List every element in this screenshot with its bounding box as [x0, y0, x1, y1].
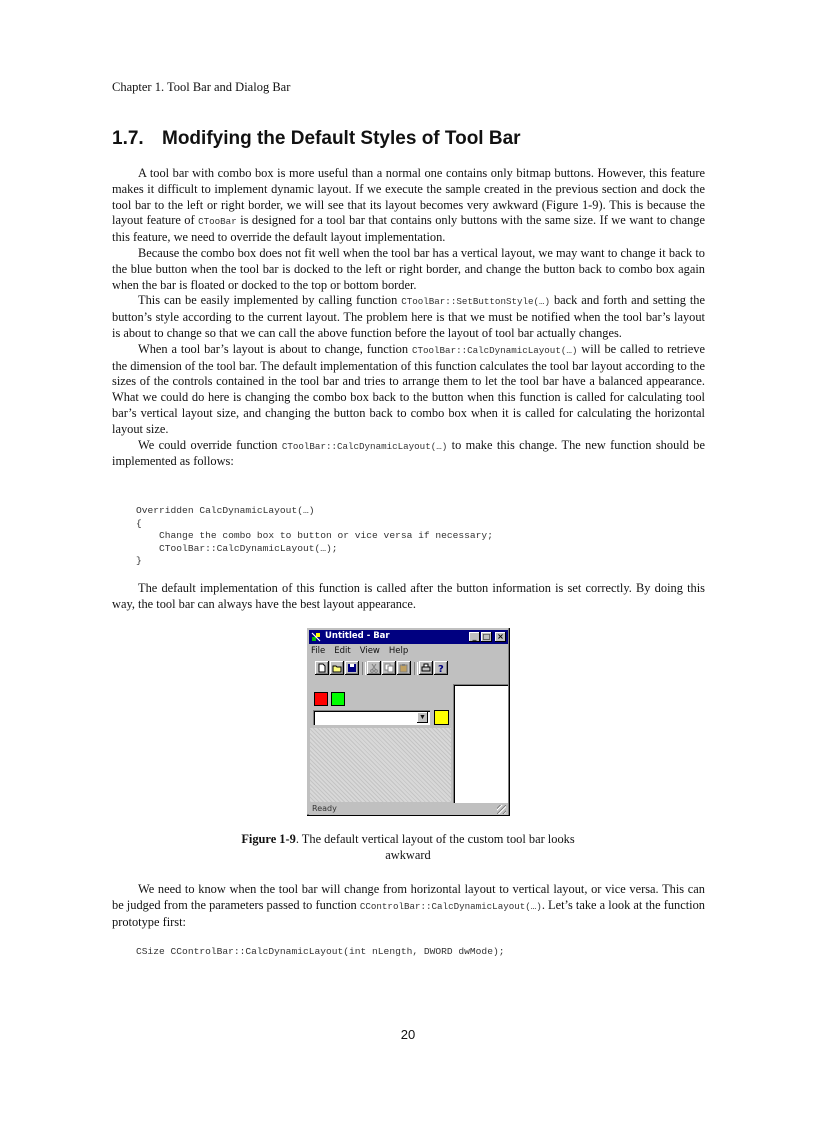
section-title: Modifying the Default Styles of Tool Bar — [162, 128, 521, 149]
figure-caption — [236, 832, 580, 863]
page-header: Chapter 1. Tool Bar and Dialog Bar — [112, 80, 291, 94]
standard-toolbar — [311, 661, 507, 677]
inline-code: CToolBar::SetButtonStyle(…) — [401, 296, 551, 308]
status-bar — [309, 803, 508, 815]
docking-area — [310, 682, 451, 802]
new-file-icon — [317, 663, 327, 673]
paragraph-5: We could override function CToolBar::CalcDynamicLayout(…) to make this change. The new function should be implemented as follows: — [112, 437, 705, 469]
figure-label: Figure 1-9 — [241, 832, 296, 846]
window-titlebar — [309, 630, 508, 644]
figure-caption-text: . The default vertical layout of the custom tool bar looks awkward — [295, 832, 575, 862]
figure-window — [306, 627, 511, 817]
printer-icon — [421, 663, 431, 673]
menu-edit[interactable]: Edit — [334, 646, 351, 656]
chevron-down-icon[interactable]: ▼ — [417, 712, 428, 723]
help-icon — [436, 663, 446, 673]
menu-file[interactable]: File — [311, 646, 326, 656]
open-button[interactable] — [330, 661, 344, 675]
menu-view[interactable]: View — [359, 646, 380, 656]
green-button[interactable] — [331, 692, 345, 706]
body-text — [112, 166, 705, 470]
paragraph-2: Because the combo box does not fit well when the tool bar has a vertical layout, we may want to change it back to the blue button when the tool bar is docked to the left or right border, and change the button back to combo box again when the bar is floated or docked to the top or bottom border. — [112, 245, 705, 292]
new-file-button[interactable] — [315, 661, 329, 675]
print-button[interactable] — [419, 661, 433, 675]
help-button[interactable] — [434, 661, 448, 675]
inline-code: CControlBar::CalcDynamicLayout(…) — [359, 900, 542, 912]
paragraph-1: A tool bar with combo box is more useful than a normal one contains only bitmap buttons. However, this feature makes it difficult to implement dynamic layout. If we execute the sample created in the previous section and dock the tool bar to the left or right border, we will see that its layout becomes very awkward (Figure 1-9). This is because the layout feature of CTooBar is designed for a tool bar that contains only buttons with the same size. If we want to change this feature, we need to override the default layout implementation. — [112, 166, 705, 245]
paste-button[interactable] — [397, 661, 411, 675]
combo-box[interactable] — [313, 710, 430, 725]
inline-code: CToolBar::CalcDynamicLayout(…) — [411, 344, 578, 356]
app-icon — [311, 632, 321, 642]
paste-icon — [399, 663, 409, 673]
cut-button[interactable] — [367, 661, 381, 675]
copy-icon — [384, 663, 394, 673]
inline-code: CTooBar — [198, 216, 237, 228]
scissors-icon — [369, 663, 379, 673]
code-block: Overridden CalcDynamicLayout(…) { Change the combo box to button or vice versa if necessary; CToolBar::CalcDynamicLayout(…); } — [136, 505, 493, 567]
minimize-button[interactable]: _ — [469, 632, 480, 642]
status-text: Ready — [312, 804, 337, 813]
maximize-button[interactable]: □ — [482, 632, 491, 641]
section-heading — [112, 128, 521, 150]
save-button[interactable] — [345, 661, 359, 675]
save-icon — [347, 663, 357, 673]
paragraph-4: When a tool bar’s layout is about to change, function CToolBar::CalcDynamicLayout(…) will be called to retrieve the dimension of the tool bar. The default implementation of this function calculates the tool bar layout according to the sizes of the controls contained in the tool bar and tries to arrange them to let the tool bar have a balanced appearance. What we could do here is changing the combo box back to the button when this function is called for calculating tool bar’s vertical layout size, and changing the button back to combo box when it is called for calculating the horizontal layout size. — [112, 341, 705, 436]
paragraph-after-code: The default implementation of this function is called after the button information is set correctly. By doing this way, the tool bar can always have the best layout appearance. — [112, 581, 705, 611]
paragraph-3: This can be easily implemented by calling function CToolBar::SetButtonStyle(…) back and forth and setting the button’s style according to the current layout. The problem here is that we must be notified when the tool bar’s layout is about to change so that we can call the above function before the layout of tool bar actually changes. — [112, 293, 705, 340]
red-button[interactable] — [314, 692, 328, 706]
paragraph-after-figure: We need to know when the tool bar will change from horizontal layout to vertical layout, or vice versa. This can be judged from the parameters passed to function CControlBar::CalcDynamicLayout(…). Let’s take a look at the function prototype first: — [112, 882, 706, 929]
inline-code: CToolBar::CalcDynamicLayout(…) — [281, 440, 448, 452]
menu-help[interactable]: Help — [388, 646, 409, 656]
function-prototype: CSize CControlBar::CalcDynamicLayout(int nLength, DWORD dwMode); — [136, 946, 505, 957]
section-number: 1.7. — [112, 128, 144, 149]
custom-toolbar — [310, 682, 451, 728]
yellow-button[interactable] — [434, 710, 449, 725]
close-button[interactable]: × — [495, 632, 506, 642]
menu-bar — [311, 646, 417, 659]
svg-text:?: ? — [438, 664, 444, 673]
folder-open-icon — [332, 663, 342, 673]
resize-grip-icon[interactable] — [497, 805, 506, 814]
copy-button[interactable] — [382, 661, 396, 675]
window-title: Untitled - Bar — [325, 631, 390, 641]
client-area — [453, 684, 508, 805]
page-number: 20 — [400, 1027, 416, 1042]
